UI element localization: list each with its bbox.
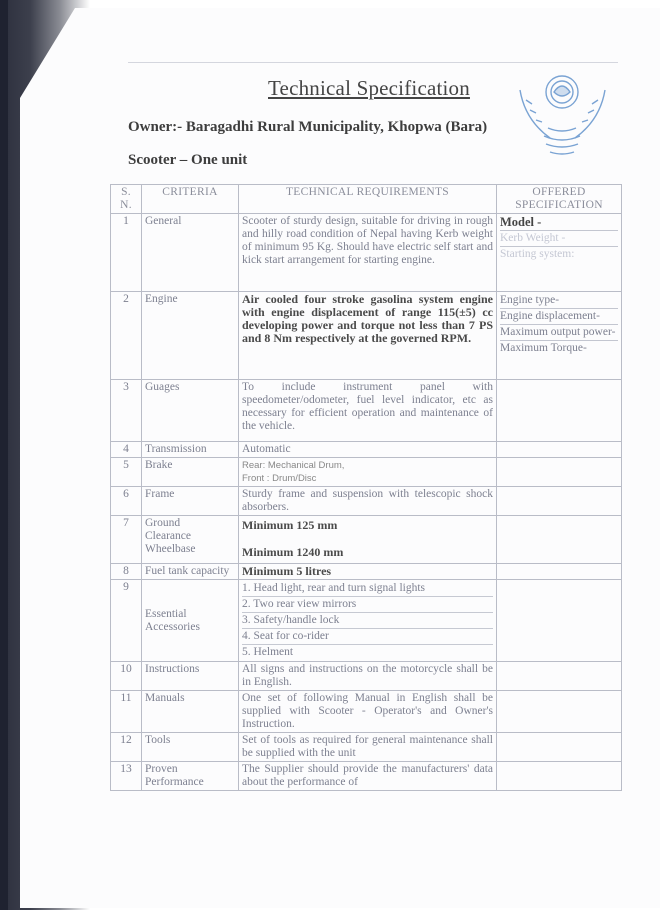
document-title: Technical Specification [268, 76, 470, 100]
offered-max-power: Maximum output power- [500, 325, 618, 341]
row-sn: 2 [111, 292, 142, 380]
row-criteria: Instructions [142, 662, 239, 691]
criteria-essential: Essential [145, 607, 187, 620]
table-row [111, 442, 622, 458]
row-offered [497, 214, 622, 292]
header-criteria: CRITERIA [142, 185, 239, 214]
row-offered [497, 691, 622, 733]
row-sn: 6 [111, 487, 142, 516]
row-requirement: The Supplier should provide the manufacturers' data about the performance of [239, 762, 497, 791]
ground-clearance-value: Minimum 125 mm [242, 518, 338, 532]
table-row [111, 487, 622, 516]
header-sn: S. N. [111, 185, 142, 214]
offered-kerb-weight: Kerb Weight - [500, 231, 618, 247]
table-row [111, 214, 622, 292]
row-offered [497, 380, 622, 442]
row-offered [497, 487, 622, 516]
row-criteria: Tools [142, 733, 239, 762]
row-sn: 4 [111, 442, 142, 458]
brake-front: Front : Drum/Disc [242, 473, 317, 484]
accessory-item: 4. Seat for co-rider [242, 629, 493, 645]
row-requirement: One set of following Manual in English shall be supplied with Scooter - Operator's and Owner's Instruction. [239, 691, 497, 733]
subject-line: Scooter – One unit [128, 152, 248, 168]
row-requirement: All signs and instructions on the motorcycle shall be in English. [239, 662, 497, 691]
accessory-item: 3. Safety/handle lock [242, 613, 493, 629]
accessory-item: 5. Helment [242, 646, 294, 658]
row-offered [497, 442, 622, 458]
row-criteria: Proven Performance [142, 762, 239, 791]
row-requirement: To include instrument panel with speedometer/odometer, fuel level indicator, etc as necessary for efficient operation and maintenance of the vehicle. [239, 380, 497, 442]
row-criteria: Guages [142, 380, 239, 442]
table-row [111, 691, 622, 733]
row-requirement: Automatic [239, 442, 497, 458]
row-criteria: Transmission [142, 442, 239, 458]
row-criteria: Engine [142, 292, 239, 380]
row-requirement [239, 516, 497, 564]
row-offered [497, 516, 622, 564]
offered-model: Model - [500, 215, 618, 231]
criteria-ground: Ground [145, 517, 181, 529]
table-header-row [111, 185, 622, 214]
table-row [111, 662, 622, 691]
header-requirements: TECHNICAL REQUIREMENTS [239, 185, 497, 214]
row-sn: 5 [111, 458, 142, 487]
row-sn: 3 [111, 380, 142, 442]
row-offered [497, 564, 622, 580]
row-offered [497, 580, 622, 662]
row-sn: 7 [111, 516, 142, 564]
top-rule [128, 62, 618, 63]
criteria-wheelbase: Wheelbase [145, 543, 196, 555]
row-criteria: Fuel tank capacity [142, 564, 239, 580]
row-offered [497, 458, 622, 487]
criteria-clearance: Clearance [145, 530, 191, 542]
table-row [111, 516, 622, 564]
offered-max-torque: Maximum Torque- [500, 342, 587, 354]
criteria-accessories: Accessories [145, 620, 200, 633]
municipality-seal-stamp [510, 70, 615, 165]
specification-table [110, 184, 622, 791]
row-sn: 11 [111, 691, 142, 733]
table-row [111, 762, 622, 791]
scanner-edge [0, 0, 8, 910]
owner-line: Owner:- Baragadhi Rural Municipality, Khopwa (Bara) [128, 119, 488, 135]
row-sn: 9 [111, 580, 142, 662]
header-offered: OFFERED SPECIFICATION [497, 185, 622, 214]
row-offered [497, 292, 622, 380]
row-criteria: Manuals [142, 691, 239, 733]
offered-engine-displacement: Engine displacement- [500, 309, 618, 325]
row-offered [497, 662, 622, 691]
row-criteria: Frame [142, 487, 239, 516]
row-requirement [239, 458, 497, 487]
row-criteria: General [142, 214, 239, 292]
row-sn: 12 [111, 733, 142, 762]
row-offered [497, 733, 622, 762]
table-row [111, 733, 622, 762]
row-sn: 1 [111, 214, 142, 292]
row-sn: 10 [111, 662, 142, 691]
row-requirement: Sturdy frame and suspension with telescopic shock absorbers. [239, 487, 497, 516]
offered-engine-type: Engine type- [500, 293, 618, 309]
table-row [111, 292, 622, 380]
table-row [111, 580, 622, 662]
table-row [111, 458, 622, 487]
offered-starting-system: Starting system: [500, 248, 575, 260]
accessory-item: 2. Two rear view mirrors [242, 597, 493, 613]
row-sn: 8 [111, 564, 142, 580]
row-requirement: Scooter of sturdy design, suitable for driving in rough and hilly road condition of Nepal having Kerb weight of minimum 95 Kg. Should have electric self start and kick start arrangement for starting engine. [239, 214, 497, 292]
row-requirement: Minimum 5 litres [239, 564, 497, 580]
accessory-item: 1. Head light, rear and turn signal lights [242, 581, 493, 597]
table-row [111, 380, 622, 442]
table-row [111, 564, 622, 580]
row-criteria [142, 516, 239, 564]
brake-rear: Rear: Mechanical Drum, [242, 460, 345, 471]
wheelbase-value: Minimum 1240 mm [242, 545, 344, 559]
row-offered [497, 762, 622, 791]
row-criteria [142, 580, 239, 662]
row-requirement: Air cooled four stroke gasolina system engine with engine displacement of range 115(±5) cc developing power and torque not less than 7 PS and 8 Nm respectively at the governed RPM. [239, 292, 497, 380]
row-requirement [239, 580, 497, 662]
row-criteria: Brake [142, 458, 239, 487]
row-sn: 13 [111, 762, 142, 791]
row-requirement: Set of tools as required for general maintenance shall be supplied with the unit [239, 733, 497, 762]
